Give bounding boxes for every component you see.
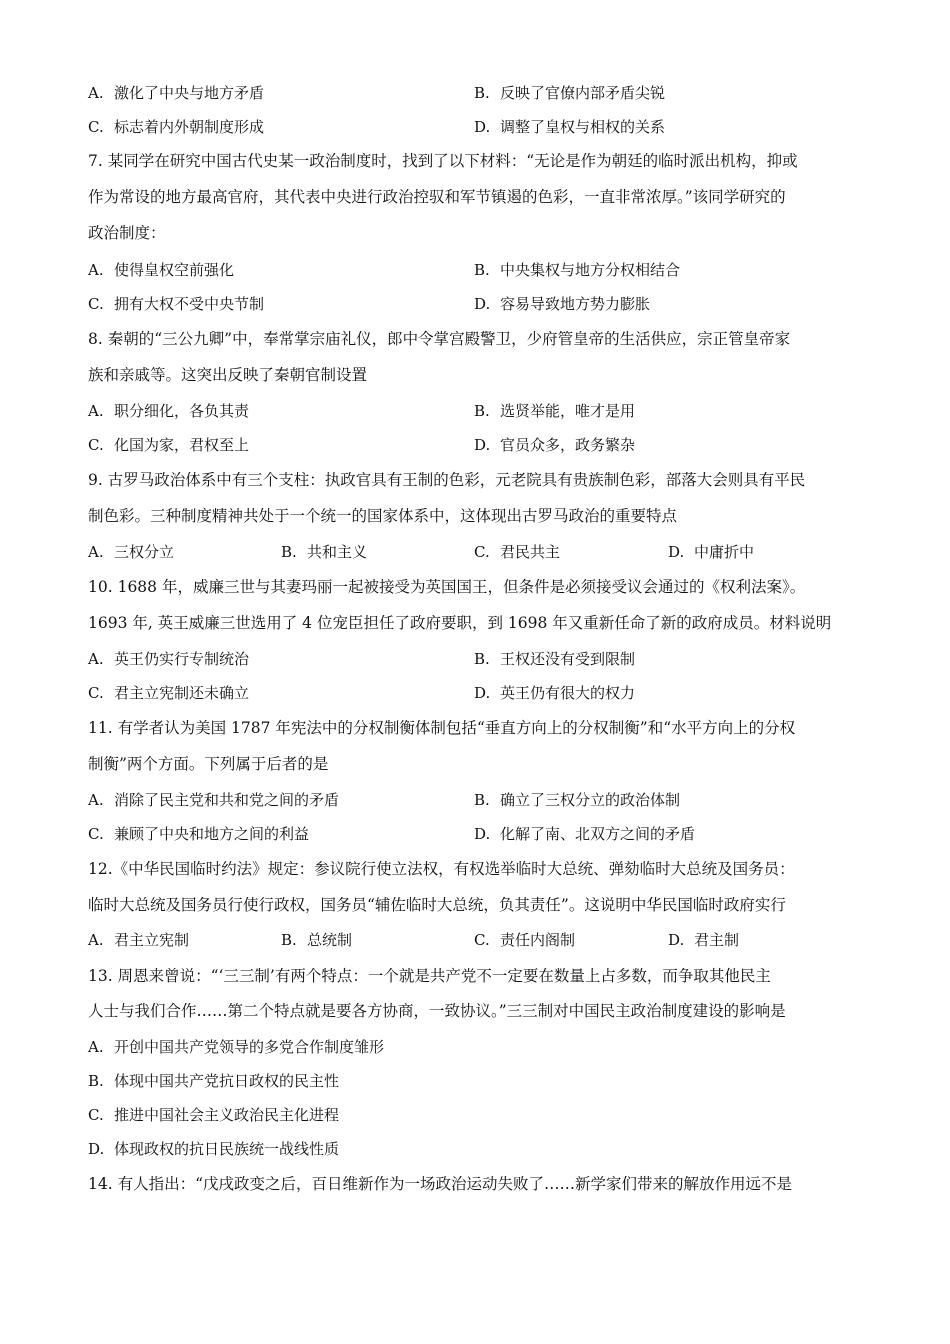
q11-option-d: D. 化解了南、北双方之间的矛盾: [474, 825, 696, 843]
q12-stem-line: 12.《中华民国临时约法》规定：参议院行使立法权，有权选举临时大总统、弹劾临时大总统及国务员：: [88, 860, 795, 878]
q6-option-d: D. 调整了皇权与相权的关系: [474, 118, 666, 136]
q9-option-b: B. 共和主义: [281, 543, 368, 561]
q10-option-c: C. 君主立宪制还未确立: [88, 684, 250, 702]
q8-option-d: D. 官员众多，政务繁杂: [474, 436, 636, 454]
q7-option-a: A. 使得皇权空前强化: [88, 261, 235, 279]
q12-stem-line: 临时大总统及国务员行使行政权，国务员“辅佐临时大总统，负其责任”。这说明中华民国临时政府实行: [88, 896, 786, 914]
q7-option-b: B. 中央集权与地方分权相结合: [474, 261, 681, 279]
q11-option-a: A. 消除了民主党和共和党之间的矛盾: [88, 791, 340, 809]
q7-stem-line: 7. 某同学在研究中国古代史某一政治制度时，找到了以下材料：“无论是作为朝廷的临时派出机构，抑或: [88, 152, 798, 170]
q10-option-d: D. 英王仍有很大的权力: [474, 684, 636, 702]
q8-option-a: A. 职分细化，各负其责: [88, 402, 250, 420]
q8-option-b: B. 选贤举能，唯才是用: [474, 402, 636, 420]
q9-option-a: A. 三权分立: [88, 543, 175, 561]
q7-stem-line: 政治制度：: [88, 224, 166, 242]
q8-option-c: C. 化国为家，君权至上: [88, 436, 250, 454]
q8-stem-line: 族和亲戚等。这突出反映了秦朝官制设置: [88, 366, 368, 384]
q13-option-c: C. 推进中国社会主义政治民主化进程: [88, 1106, 340, 1124]
q10-option-b: B. 王权还没有受到限制: [474, 650, 636, 668]
q9-stem-line: 制色彩。三种制度精神共处于一个统一的国家体系中，这体现出古罗马政治的重要特点: [88, 507, 678, 525]
q7-option-c: C. 拥有大权不受中央节制: [88, 295, 265, 313]
q11-stem-line: 制衡”两个方面。下列属于后者的是: [88, 755, 329, 773]
q14-stem-line: 14. 有人指出：“戊戌政变之后，百日维新作为一场政治运动失败了……新学家们带来的解放作用远不是: [88, 1175, 793, 1193]
q13-option-d: D. 体现政权的抗日民族统一战线性质: [88, 1140, 340, 1158]
q6-option-b: B. 反映了官僚内部矛盾尖锐: [474, 84, 666, 102]
q9-stem-line: 9. 古罗马政治体系中有三个支柱：执政官具有王制的色彩，元老院具有贵族制色彩，部落大会则具有平民: [88, 471, 806, 489]
q12-option-b: B. 总统制: [281, 931, 353, 949]
q13-stem-line: 13. 周恩来曾说：“‘三三制’有两个特点：一个就是共产党不一定要在数量上占多数，而争取其他民主: [88, 967, 771, 985]
q6-option-c: C. 标志着内外朝制度形成: [88, 118, 265, 136]
q6-option-a: A. 激化了中央与地方矛盾: [88, 84, 265, 102]
q11-stem-line: 11. 有学者认为美国 1787 年宪法中的分权制衡体制包括“垂直方向上的分权制衡”和“水平方向上的分权: [88, 719, 796, 737]
q13-option-b: B. 体现中国共产党抗日政权的民主性: [88, 1072, 340, 1090]
q9-option-d: D. 中庸折中: [668, 543, 755, 561]
q12-option-a: A. 君主立宪制: [88, 931, 190, 949]
q8-stem-line: 8. 秦朝的“三公九卿”中，奉常掌宗庙礼仪，郎中令掌宫殿警卫，少府管皇帝的生活供应，宗正管皇帝家: [88, 330, 791, 348]
q10-stem-line: 1693 年, 英王威廉三世选用了 4 位宠臣担任了政府要职，到 1698 年又重新任命了新的政府成员。材料说明: [88, 614, 832, 632]
q13-stem-line: 人士与我们合作……第二个特点就是要各方协商，一致协议。”三三制对中国民主政治制度建设的影响是: [88, 1002, 786, 1020]
q12-option-c: C. 责任内阁制: [474, 931, 576, 949]
q13-option-a: A. 开创中国共产党领导的多党合作制度雏形: [88, 1038, 385, 1056]
q12-option-d: D. 君主制: [668, 931, 740, 949]
q7-option-d: D. 容易导致地方势力膨胀: [474, 295, 651, 313]
q11-option-b: B. 确立了三权分立的政治体制: [474, 791, 681, 809]
q10-stem-line: 10. 1688 年，威廉三世与其妻玛丽一起被接受为英国国王，但条件是必须接受议会通过的《权利法案》。: [88, 578, 806, 596]
q11-option-c: C. 兼顾了中央和地方之间的利益: [88, 825, 310, 843]
q7-stem-line: 作为常设的地方最高官府，其代表中央进行政治控驭和军节镇遏的色彩，一直非常浓厚。”该同学研究的: [88, 188, 786, 206]
q10-option-a: A. 英王仍实行专制统治: [88, 650, 250, 668]
q9-option-c: C. 君民共主: [474, 543, 561, 561]
